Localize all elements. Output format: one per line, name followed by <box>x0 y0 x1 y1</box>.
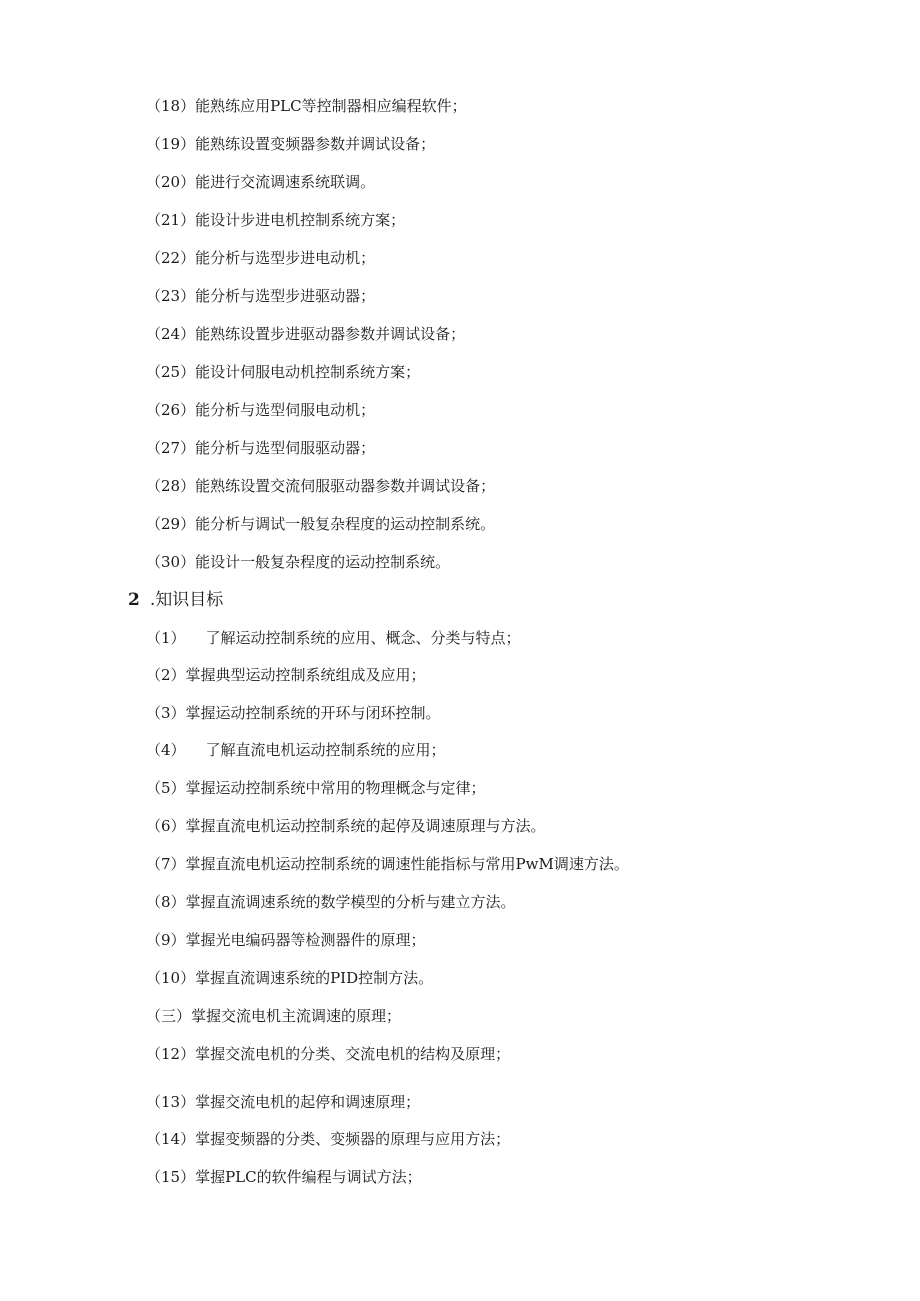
skill-item-30: （30）能设计一般复杂程度的运动控制系统。 <box>146 553 451 571</box>
knowledge-item-10: （10）掌握直流调速系统的PID控制方法。 <box>146 969 434 987</box>
knowledge-item-9: （9）掌握光电编码器等检测器件的原理； <box>146 931 426 949</box>
knowledge-item-8: （8）掌握直流调速系统的数学模型的分析与建立方法。 <box>146 893 516 911</box>
knowledge-item-6: （6）掌握直流电机运动控制系统的起停及调速原理与方法。 <box>146 817 546 835</box>
skill-item-25: （25）能设计伺服电动机控制系统方案； <box>146 363 421 381</box>
knowledge-item-13: （13）掌握交流电机的起停和调速原理； <box>146 1093 421 1111</box>
knowledge-item-4 <box>146 740 446 760</box>
knowledge-item-4-text: 了解直流电机运动控制系统的应用； <box>205 741 446 759</box>
knowledge-item-3: （3）掌握运动控制系统的开环与闭环控制。 <box>146 704 441 722</box>
knowledge-item-15: （15）掌握PLC的软件编程与调试方法； <box>146 1168 422 1186</box>
knowledge-item-4-number: （4） <box>146 741 186 759</box>
knowledge-item-1 <box>146 628 521 648</box>
knowledge-item-12: （12）掌握交流电机的分类、交流电机的结构及原理； <box>146 1045 511 1063</box>
skill-item-22: （22）能分析与选型步进电动机； <box>146 249 376 267</box>
knowledge-item-11: （三）掌握交流电机主流调速的原理； <box>146 1007 402 1025</box>
skill-item-29: （29）能分析与调试一般复杂程度的运动控制系统。 <box>146 515 496 533</box>
knowledge-item-2: （2）掌握典型运动控制系统组成及应用； <box>146 666 426 684</box>
skill-item-19: （19）能熟练设置变频器参数并调试设备； <box>146 135 436 153</box>
section-title: .知识目标 <box>149 590 224 610</box>
skill-item-26: （26）能分析与选型伺服电动机； <box>146 401 376 419</box>
section-heading <box>128 589 223 611</box>
knowledge-item-5: （5）掌握运动控制系统中常用的物理概念与定律； <box>146 779 486 797</box>
skill-item-27: （27）能分析与选型伺服驱动器； <box>146 439 376 457</box>
skill-item-20: （20）能进行交流调速系统联调。 <box>146 173 376 191</box>
skill-item-23: （23）能分析与选型步进驱动器； <box>146 287 376 305</box>
section-number: 2 <box>128 590 140 610</box>
knowledge-item-7: （7）掌握直流电机运动控制系统的调速性能指标与常用PwM调速方法。 <box>146 855 629 873</box>
skill-item-28: （28）能熟练设置交流伺服驱动器参数并调试设备； <box>146 477 496 495</box>
skill-item-24: （24）能熟练设置步进驱动器参数并调试设备； <box>146 325 466 343</box>
knowledge-item-1-text: 了解运动控制系统的应用、概念、分类与特点； <box>205 629 521 647</box>
skill-item-21: （21）能设计步进电机控制系统方案； <box>146 211 406 229</box>
knowledge-item-14: （14）掌握变频器的分类、变频器的原理与应用方法； <box>146 1130 511 1148</box>
knowledge-item-1-number: （1） <box>146 629 186 647</box>
skill-item-18: （18）能熟练应用PLC等控制器相应编程软件； <box>146 97 467 115</box>
